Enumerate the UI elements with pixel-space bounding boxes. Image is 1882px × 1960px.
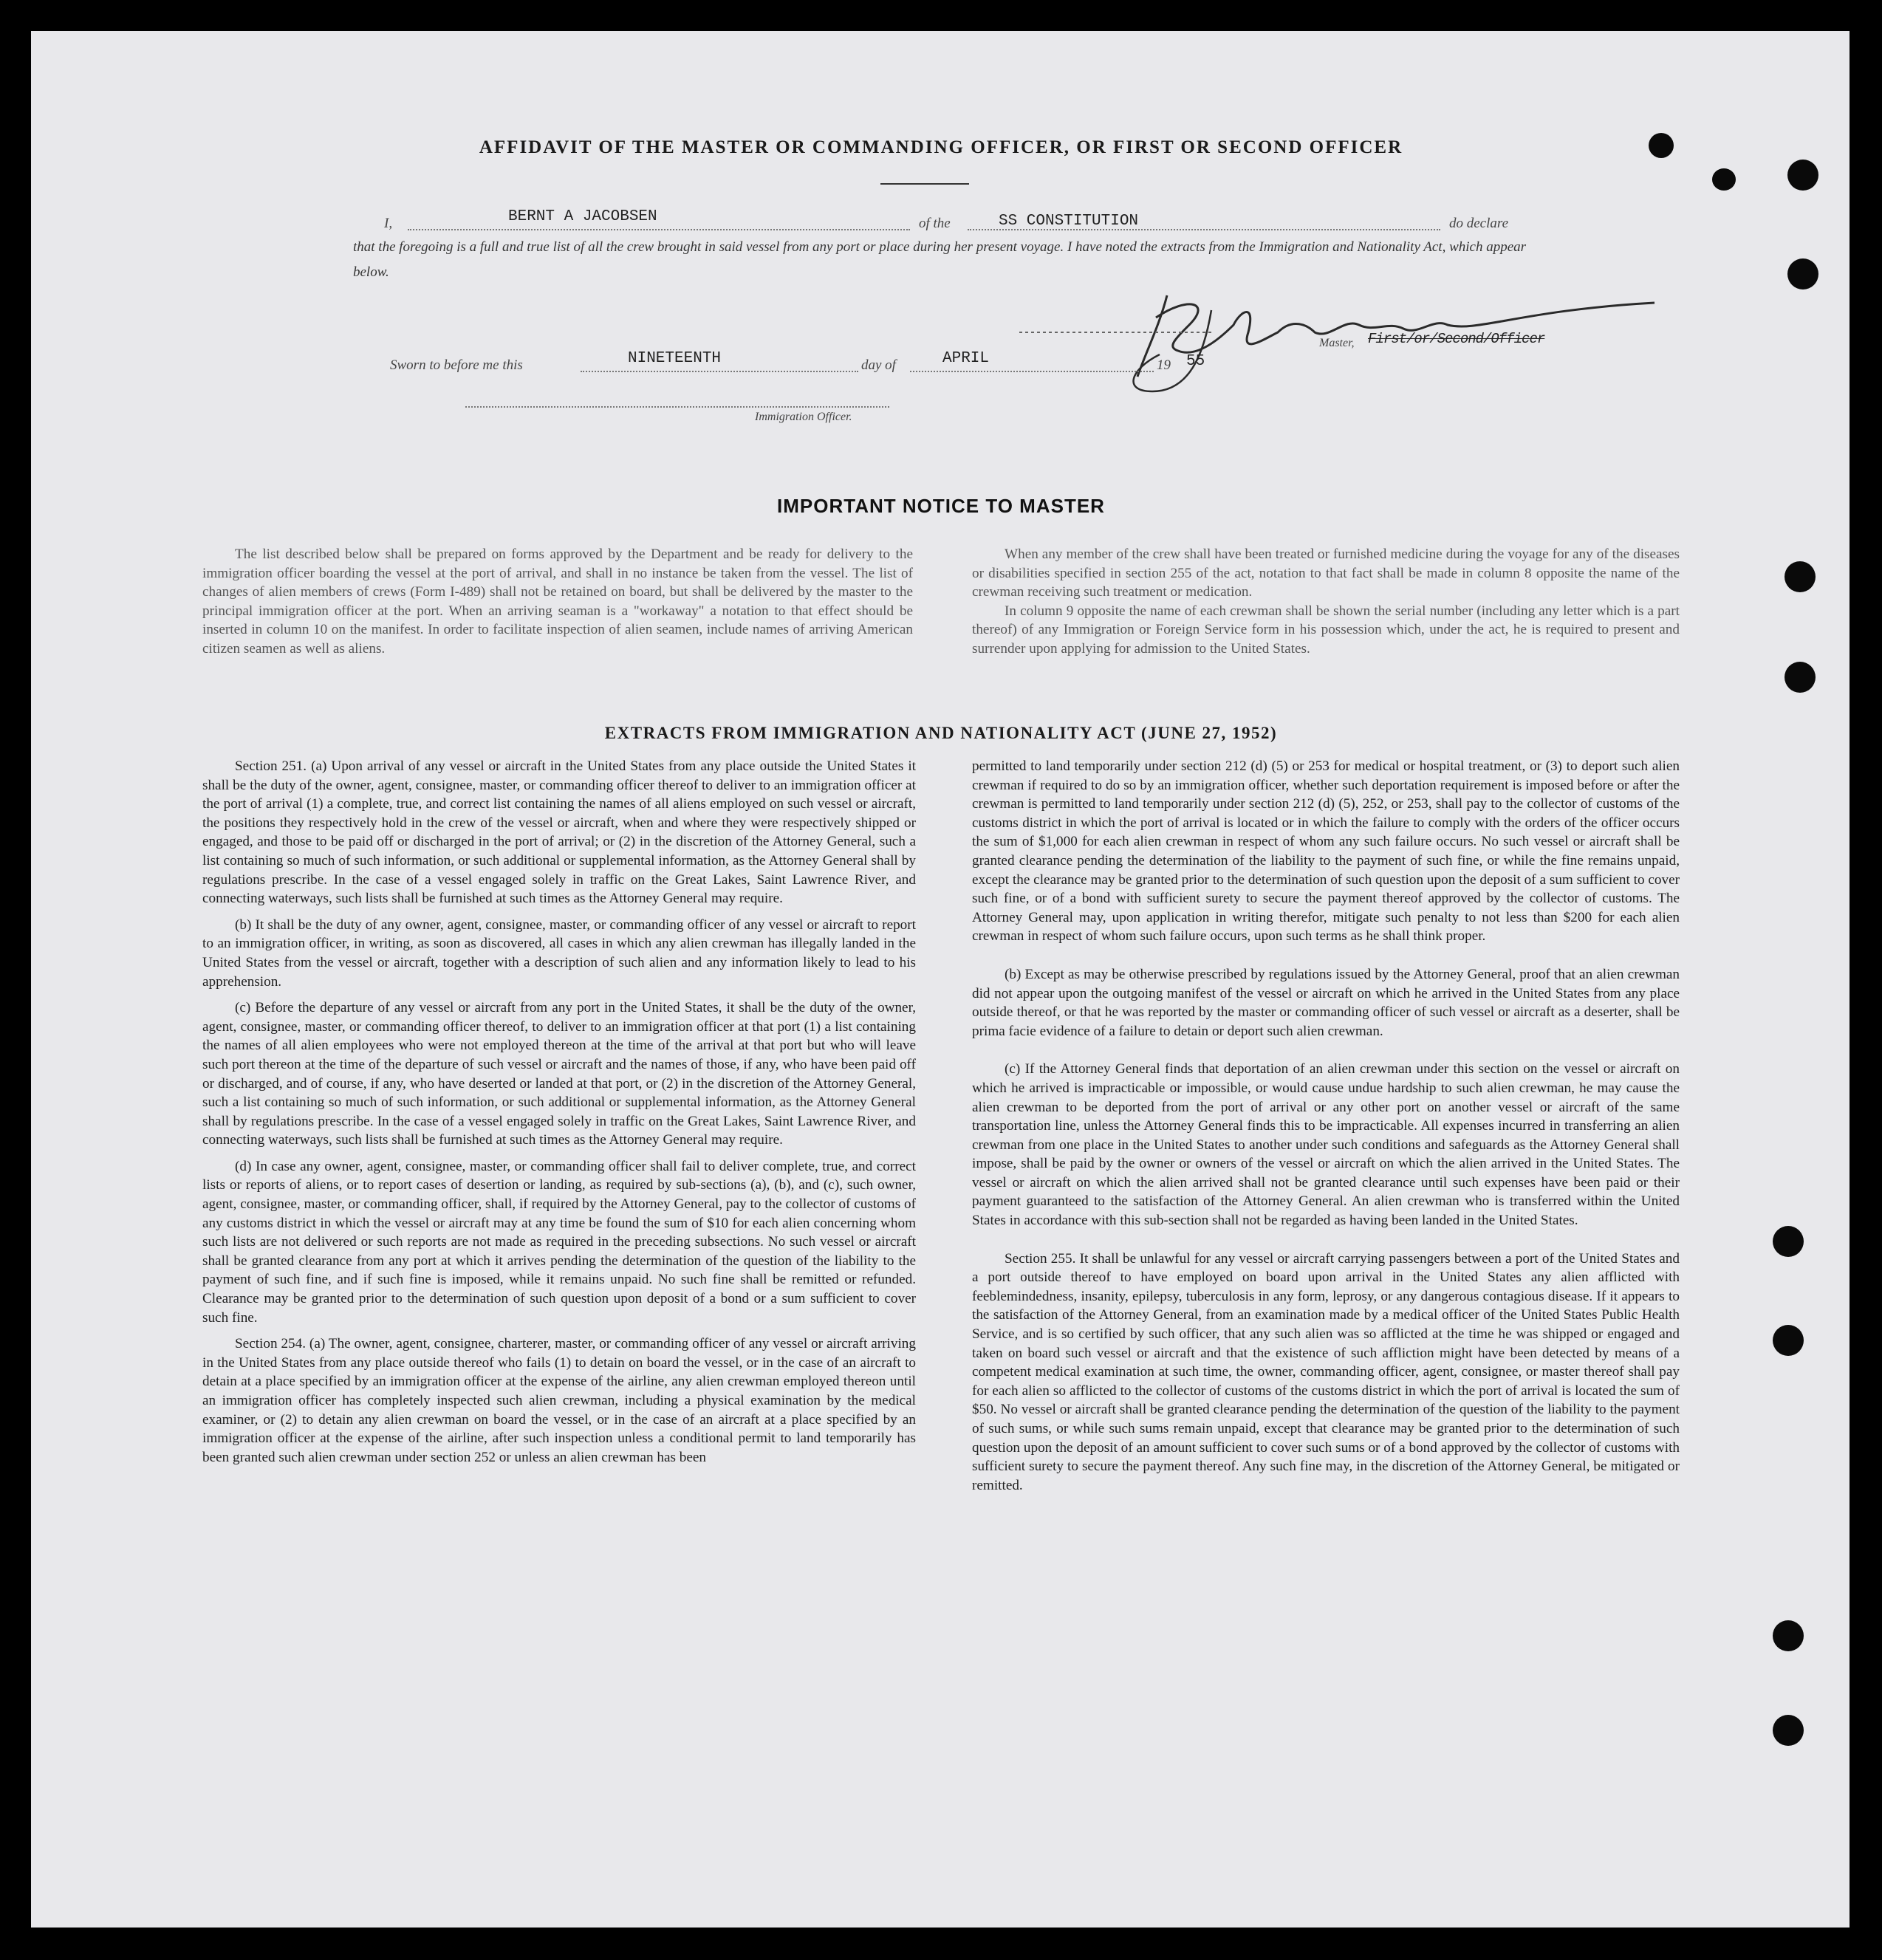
title-rule (880, 183, 969, 185)
punch-hole (1787, 160, 1818, 191)
extracts-left-column (202, 757, 916, 1474)
punch-hole (1785, 662, 1816, 693)
sworn-label: Sworn to before me this (390, 357, 523, 373)
month-underline (910, 371, 1154, 372)
master-name: BERNT A JACOBSEN (508, 208, 657, 225)
declaration-statement: that the foregoing is a full and true list of all the crew brought in said vessel from any port or place during her present voyage. I have noted the extracts from the Immigration and Nationality Act, which appear below. (353, 239, 1527, 280)
immigration-officer-label: Immigration Officer. (755, 411, 852, 423)
punch-hole (1773, 1620, 1804, 1651)
section-254-c: (c) If the Attorney General finds that deportation of an alien crewman under this section on the vessel or aircraft on which he arrived is impracticable or impossible, or would cause undue hardship to such alien crewman, he may cause the alien crewman to be deported from the port of arrival or any other port on another vessel or aircraft of the same transportation line, unless the Attorney General finds this to be impracticable. All expenses incurred in transferring an alien crewman from one place in the United States to another under such conditions and safeguards as the Attorney General shall impose, shall be paid by the owner or owners of the vessel or aircraft on which the alien arrived in the United States. The vessel or aircraft on which the alien arrived shall not be granted clearance until such expenses have been paid or their payment guaranteed to the satisfaction of the Attorney General. An alien crewman who is transferred within the United States in accordance with this sub-section shall not be regarded as having been landed in the United States. (972, 1061, 1680, 1229)
notice-left (202, 545, 913, 666)
sworn-month: APRIL (942, 350, 990, 367)
section-254-a-continued: permitted to land temporarily under section 212 (d) (5) or 253 for medical or hospital treatment, or (3) to deport such alien crewman if required to do so by an immigration officer, whether such deportation requirement is imposed before or after the crewman is permitted to land temporarily under section 212 (d) (5), 252, or 253, shall pay to the collector of customs of the customs district in which the port of arrival is located or in which the failure to comply with the orders of the officer occurs the sum of $1,000 for each alien crewman in respect of whom any such failure occurs. No such vessel or aircraft shall be granted clearance pending the determination of the liability to the payment of such fine, or while the fine remains unpaid, except the clearance may be granted prior to the determination of such question upon the deposit of a sum sufficient to cover such fine, or of a bond with sufficient surety to secure the payment thereof approved by the collector of customs. The Attorney General may, upon application in writing therefor, mitigate such penalty to not less than $200 for each alien crewman in respect of whom such failure occurs, upon such terms as he shall think proper. (972, 758, 1680, 945)
punch-hole (1773, 1715, 1804, 1746)
section-254-b: (b) Except as may be otherwise prescribed by regulations issued by the Attorney General, proof that an alien crewman did not appear upon the outgoing manifest of the vessel or aircraft on which he arrived in the United States from any place outside thereof, or that he was reported by the master or commanding officer of such vessel or aircraft as a deserter, shall be prima facie evidence of a failure to detain or deport such alien crewman. (972, 966, 1680, 1039)
section-254-a: Section 254. (a) The owner, agent, consignee, charterer, master, or commanding officer of any vessel or aircraft arriving in the United States from any place outside thereof who fails (1) to detain on board the vessel, or in the case of an aircraft to detain at a place specified by an immigration officer at the expense of the airline, any alien crewman employed thereon until an immigration officer has completely inspected such alien crewman, including a physical examination by the medical examiner, or (2) to detain any alien crewman on board the vessel, or in the case of an aircraft at a place specified by an immigration officer at the expense of the airline, after such inspection unless a conditional permit to land temporarily has been granted such alien crewman under section 252 or unless an alien crewman has been (202, 1336, 916, 1465)
year-prefix: 19 (1157, 357, 1171, 373)
notice-left-text: The list described below shall be prepared on forms approved by the Department and be ready for delivery to the immigration officer boarding the vessel at the port of arrival, and shall in no instance be taken from the vessel. The list of changes of alien members of crews (Form I-489) shall not be retained on board, but shall be delivered by the master to the principal immigration officer at the port. When an arriving seaman is a "workaway" a notation to that effect should be inserted in column 10 on the manifest. In order to facilitate inspection of alien seamen, include names of arriving American citizen seamen as well as aliens. (202, 546, 913, 657)
master-signature (1019, 266, 1669, 399)
of-the-label: of the (919, 216, 951, 231)
notice-heading: IMPORTANT NOTICE TO MASTER (777, 495, 1105, 517)
day-underline (581, 371, 858, 372)
sworn-year: 55 (1186, 353, 1205, 370)
struck-officer-title: First/or/Second/Officer (1368, 331, 1545, 347)
name-underline (408, 229, 910, 230)
vessel-name: SS CONSTITUTION (999, 213, 1139, 230)
extracts-right-column (972, 757, 1680, 1502)
notice-right (972, 545, 1680, 666)
punch-hole (1773, 1226, 1804, 1257)
officer-underline (465, 406, 889, 408)
punch-hole (1785, 561, 1816, 592)
master-title-label: Master, (1319, 337, 1355, 349)
punch-hole (1712, 168, 1736, 191)
punch-hole (1787, 258, 1818, 289)
punch-hole (1773, 1325, 1804, 1356)
do-declare-label: do declare (1449, 216, 1509, 231)
section-251-a: Section 251. (a) Upon arrival of any vessel or aircraft in the United States from any place outside the United States it shall be the duty of the owner, agent, consignee, master, or commanding officer thereof to deliver to an immigration officer at the port of arrival (1) a complete, true, and correct list containing the names of all aliens employed on such vessel or aircraft, the positions they respectively hold in the crew of the vessel or aircraft, when and where they were respectively shipped or engaged, and those to be paid off or discharged in the port of arrival; or (2) in the discretion of the Attorney General, such a list containing so much of such information, or such additional or supplemental information, as the Attorney General shall by regulations prescribe. In the case of a vessel engaged solely in traffic on the Great Lakes, Saint Lawrence River, and connecting waterways, such lists shall be furnished at such times as the Attorney General may require. (202, 758, 916, 907)
sworn-day: NINETEENTH (628, 350, 722, 367)
section-251-c: (c) Before the departure of any vessel or aircraft from any port in the United States, it shall be the duty of the owner, agent, consignee, master, or commanding officer thereof, to deliver to an immigration officer at that port (1) a list containing the names of all alien employees who were not employed thereon at the time of the arrival at that port but who will leave such port thereon at the time of the departure of such vessel or aircraft and the names of those, if any, who have been paid off or discharged, and of course, if any, who have deserted or landed at that port, or (2) in the discretion of the Attorney General, such a list containing so much of such information, or such additional or supplemental information, as the Attorney General shall by regulations prescribe. In the case of a vessel engaged solely in traffic on the Great Lakes, Saint Lawrence River, and connecting waterways, such lists shall be furnished at such times as the Attorney General may require. (202, 1000, 916, 1148)
notice-right-text-1: When any member of the crew shall have been treated or furnished medicine during the voyage for any of the diseases or disabilities specified in section 255 of the act, notation to that fact shall be made in column 8 opposite the name of the crewman receiving such treatment or medication. (972, 546, 1680, 600)
section-251-b: (b) It shall be the duty of any owner, agent, consignee, master, or commanding officer of any vessel or aircraft to report to an immigration officer, in writing, as soon as discovered, all cases in which any alien crewman has illegally landed in the United States from the vessel or aircraft, together with a description of such alien and any information likely to lead to his apprehension. (202, 916, 916, 990)
affidavit-title: AFFIDAVIT OF THE MASTER OR COMMANDING OFFICER, OR FIRST OR SECOND OFFICER (479, 137, 1403, 157)
section-255: Section 255. It shall be unlawful for any vessel or aircraft carrying passengers between a port of the United States and a port outside thereof to have employed on board upon arrival in the United States any alien afflicted with feeblemindedness, insanity, epilepsy, tuberculosis in any form, leprosy, or any dangerous contagious disease. If it appears to the satisfaction of the Attorney General, from an examination made by a medical officer of the United States Public Health Service, and is so certified by such officer, that any such alien was so afflicted at the time he was shipped or engaged and taken on board such vessel or aircraft and that the existence of such affliction might have been detected by means of a competent medical examination at such time, the owner, commanding officer, agent, consignee, or master thereof shall pay for each alien so afflicted to the collector of customs of the customs district in which the port of arrival is located the sum of $50. No vessel or aircraft shall be granted clearance pending the determination of the question of the liability to the payment of such sums, or while such sums remain unpaid, except that clearance may be granted prior to the determination of such question upon the deposit of an amount sufficient to cover such sums or of a bond approved by the collector of customs with sufficient surety to secure the payment thereof. Any such fine may, in the discretion of the Attorney General, be mitigated or remitted. (972, 1250, 1680, 1493)
notice-right-text-2: In column 9 opposite the name of each crewman shall be shown the serial number (including any letter which is a part thereof) of any Immigration or Foreign Service form in his possession which, under the act, he is required to present and surrender upon applying for admission to the United States. (972, 603, 1680, 657)
extracts-heading: EXTRACTS FROM IMMIGRATION AND NATIONALITY ACT (JUNE 27, 1952) (604, 724, 1278, 742)
section-251-d: (d) In case any owner, agent, consignee, master, or commanding officer shall fail to deliver complete, true, and correct lists or reports of aliens, or to report cases of desertion or landing, as required by sub-sections (a), (b), and (c), such owner, agent, consignee, master, or commanding officer, shall, if required by the Attorney General, pay to the collector of customs of any customs district in which the vessel or aircraft may at any time be found the sum of $10 for each alien concerning whom such lists are not delivered or such reports are not made as required in the preceding subsections. No such vessel or aircraft shall be granted clearance from any port at which it arrives pending the determination of the question of the liability to the payment of such fine, and if such fine is imposed, while it remains unpaid. No such fine shall be remitted or refunded. Clearance may be granted prior to the determination of such question upon deposit of a bond or a sum sufficient to cover such fine. (202, 1158, 916, 1326)
i-label: I, (384, 216, 393, 231)
day-of-label: day of (861, 357, 896, 373)
